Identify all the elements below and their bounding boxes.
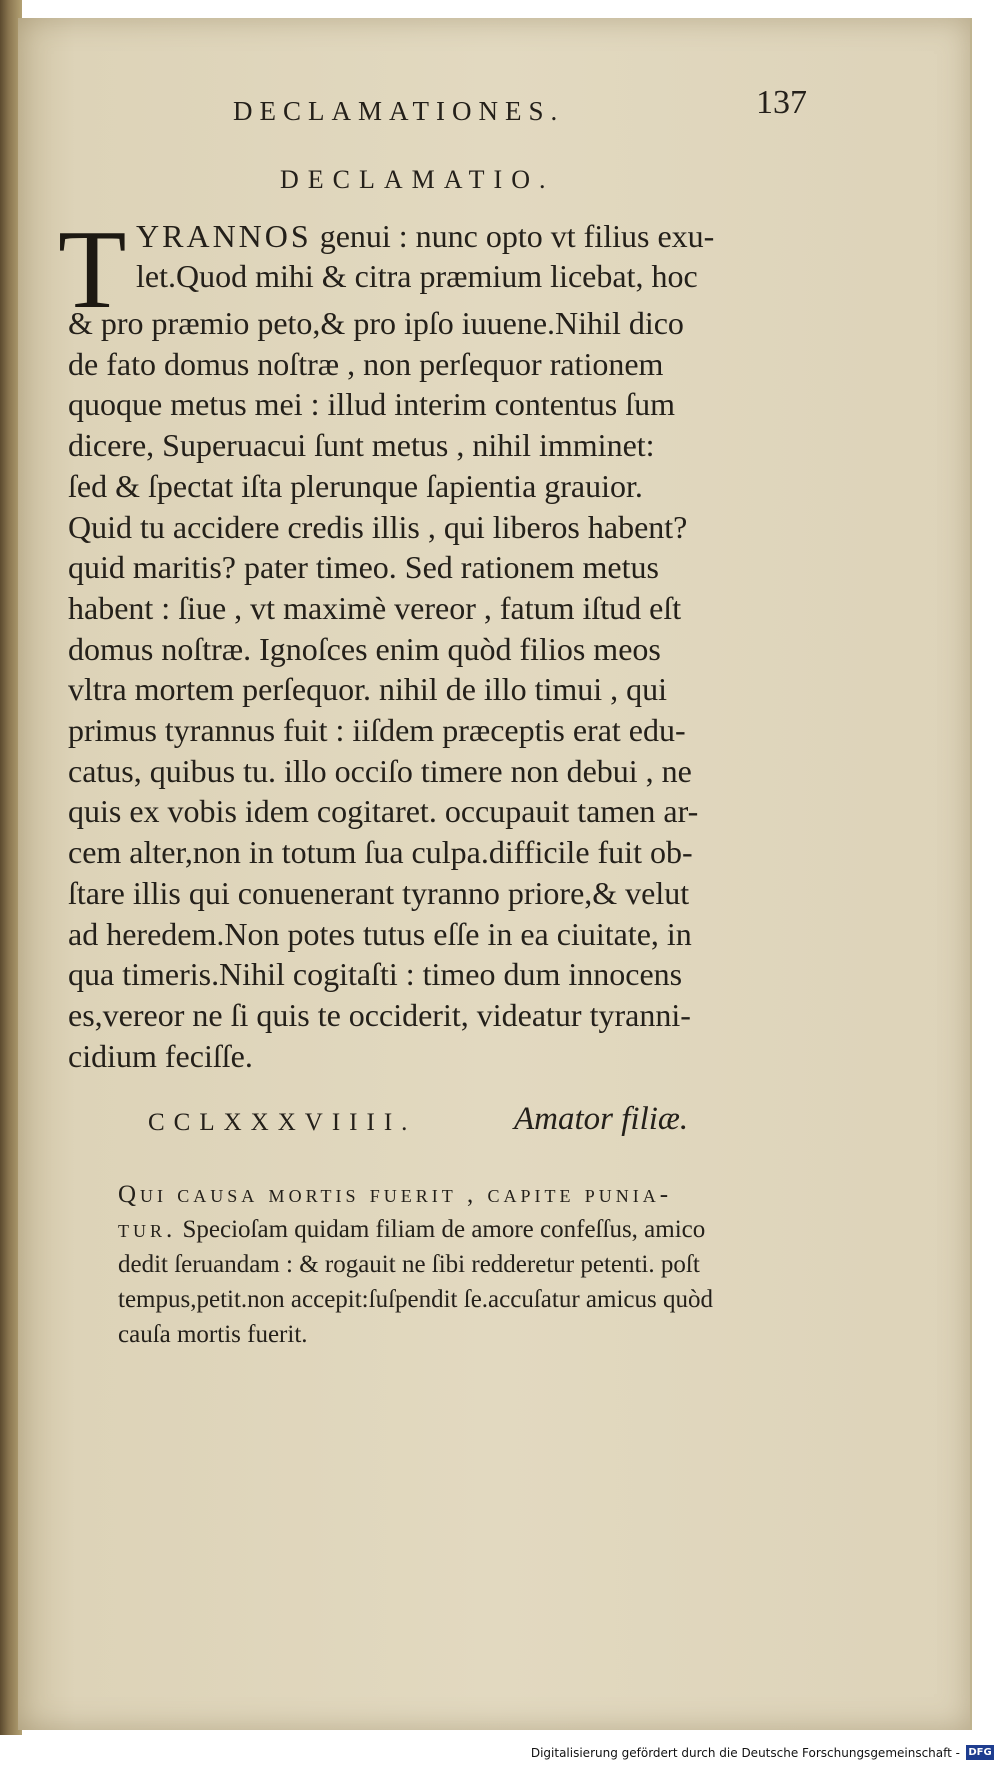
body-line: catus, quibus tu. illo occiſo timere non debui , ne: [68, 752, 692, 789]
body-line: qua timeris.Nihil cogitaſti : timeo dum innocens: [68, 956, 683, 993]
page-number: 137: [756, 84, 807, 121]
body-line: & pro præmio peto,& pro ipſo iuuene.Nihil dico: [68, 305, 684, 341]
body-line: es,vereor ne ſi quis te occiderit, videatur tyranni-: [68, 996, 691, 1033]
argument-paragraph: [118, 1177, 838, 1352]
book-page: [18, 18, 972, 1730]
argument-caps-end: tur.: [118, 1216, 177, 1243]
section-title: DECLAMATIO.: [280, 165, 555, 194]
body-line: de fato domus noſtræ , non perſequor rationem: [68, 345, 664, 382]
running-head: DECLAMATIONES.: [233, 96, 565, 126]
argument-line: dedit ſeruandam : & rogauit ne ſibi redderetur petenti. poſt: [118, 1251, 700, 1278]
argument-caps: Qui causa mortis fuerit , capite punia-: [118, 1181, 673, 1208]
lead-rest: genui : nunc opto vt filius exu-: [311, 218, 715, 254]
chapter-number: CCLXXXVIIII.: [148, 1109, 417, 1136]
body-line: cidium feciſſe.: [68, 1037, 253, 1074]
paragraph-lead: [136, 216, 714, 296]
body-line: quoque metus mei : illud interim contentus ſum: [68, 386, 676, 423]
funding-credit: Digitalisierung gefördert durch die Deutsche Forschungsgemeinschaft -: [530, 1746, 960, 1760]
lead-caps: YRANNOS: [136, 218, 312, 254]
argument-line-rest: Specioſam quidam filiam de amore confeſſus, amico: [176, 1216, 706, 1243]
body-line: cem alter,non in totum ſua culpa.difficile fuit ob-: [68, 834, 693, 871]
body-line: habent : ſiue , vt maximè vereor , fatum iſtud eſt: [68, 589, 682, 626]
body-line: vltra mortem perſequor. nihil de illo timui , qui: [68, 671, 668, 708]
body-line: dicere, Superuacui ſunt metus , nihil imminet:: [68, 427, 655, 464]
body-line: quid maritis? pater timeo. Sed rationem metus: [68, 549, 659, 586]
lead-line-2: let.Quod mihi & citra præmium licebat, hoc: [136, 258, 698, 294]
body-line: ſtare illis qui conuenerant tyranno priore,& velut: [68, 874, 690, 911]
body-line: primus tyrannus fuit : iiſdem præceptis erat edu-: [68, 712, 686, 749]
argument-line-2: [118, 1212, 838, 1247]
lead-line-1: [136, 216, 714, 256]
body-line: Quid tu accidere credis illis , qui liberos habent?: [68, 508, 688, 545]
body-line: quis ex vobis idem cogitaret. occupauit tamen ar-: [68, 793, 699, 830]
body-paragraph: [68, 303, 828, 1076]
body-line: domus noſtræ. Ignoſces enim quòd filios meos: [68, 630, 661, 667]
body-line: ſed & ſpectat iſta plerunque ſapientia grauior.: [68, 467, 643, 504]
digitization-footer: [0, 1742, 1000, 1765]
drop-capital: T: [58, 208, 127, 332]
argument-line-1: [118, 1177, 838, 1212]
dfg-logo: DFG: [966, 1745, 994, 1760]
body-line: ad heredem.Non potes tutus eſſe in ea ciuitate, in: [68, 915, 692, 952]
chapter-subtitle: Amator filiæ.: [514, 1101, 689, 1137]
argument-line: tempus,petit.non accepit:ſuſpendit ſe.accuſatur amicus quòd: [118, 1286, 713, 1313]
argument-line: cauſa mortis fuerit.: [118, 1321, 308, 1348]
